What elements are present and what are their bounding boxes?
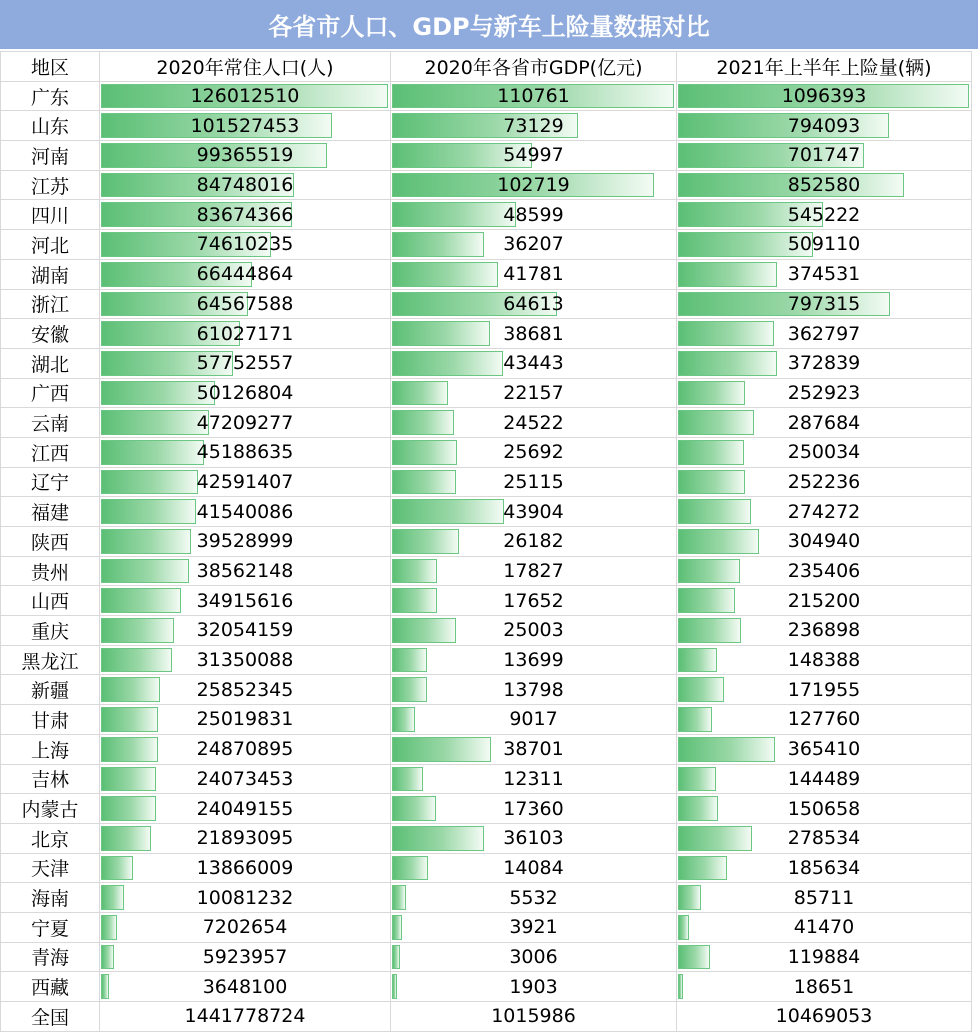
gdp-value: 25003 [503,619,564,642]
data-table [0,51,972,1032]
insurance-cell [677,170,972,200]
table-row [1,823,972,853]
region-cell: 海南 [1,883,100,913]
table-row [1,319,972,349]
total-gdp-cell: 1015986 [391,1002,677,1032]
insurance-cell [677,111,972,141]
region-cell: 天津 [1,853,100,883]
region-cell: 福建 [1,497,100,527]
gdp-value: 43443 [503,352,564,375]
insurance-cell [677,289,972,319]
insurance-cell [677,230,972,260]
table-row [1,942,972,972]
region-cell: 北京 [1,823,100,853]
table-row [1,705,972,735]
insurance-value: 215200 [787,589,861,612]
region-cell: 青海 [1,942,100,972]
population-cell [100,81,391,111]
insurance-value: 287684 [787,411,861,434]
table-row [1,259,972,289]
insurance-value: 1096393 [781,85,867,108]
gdp-value: 1903 [509,975,558,998]
insurance-cell [677,467,972,497]
population-cell [100,853,391,883]
population-cell [100,319,391,349]
population-value: 83674366 [196,203,294,226]
region-cell: 安徽 [1,319,100,349]
population-value: 57752557 [196,352,294,375]
population-value: 74610235 [196,233,294,256]
gdp-value: 26182 [503,530,564,553]
gdp-cell [391,883,677,913]
region-cell: 湖北 [1,348,100,378]
gdp-cell [391,497,677,527]
table-row [1,912,972,942]
gdp-value: 38681 [503,322,564,345]
gdp-cell [391,437,677,467]
population-value: 10081232 [196,886,294,909]
table-row [1,437,972,467]
gdp-value: 13699 [503,649,564,672]
insurance-cell [677,764,972,794]
population-value: 21893095 [196,827,294,850]
population-value: 84748016 [196,174,294,197]
total-insurance-cell: 10469053 [677,1002,972,1032]
gdp-cell [391,794,677,824]
gdp-cell [391,348,677,378]
insurance-cell [677,675,972,705]
population-cell [100,705,391,735]
gdp-cell [391,170,677,200]
insurance-cell [677,734,972,764]
table-row [1,794,972,824]
insurance-cell [677,259,972,289]
region-cell: 内蒙古 [1,794,100,824]
table-row [1,408,972,438]
population-cell [100,794,391,824]
insurance-cell [677,319,972,349]
insurance-cell [677,794,972,824]
insurance-cell [677,348,972,378]
population-cell [100,616,391,646]
insurance-cell [677,200,972,230]
population-cell [100,912,391,942]
table-row [1,230,972,260]
gdp-value: 110761 [497,85,570,108]
insurance-cell [677,141,972,171]
gdp-cell [391,645,677,675]
population-value: 24870895 [196,738,294,761]
population-value: 66444864 [196,263,294,286]
population-cell [100,675,391,705]
table-row [1,170,972,200]
population-cell [100,942,391,972]
gdp-cell [391,527,677,557]
region-cell: 云南 [1,408,100,438]
table-row [1,141,972,171]
insurance-cell [677,437,972,467]
gdp-cell [391,319,677,349]
region-cell: 江西 [1,437,100,467]
population-cell [100,645,391,675]
region-cell: 浙江 [1,289,100,319]
table-row [1,734,972,764]
gdp-value: 17827 [503,560,564,583]
table-row [1,764,972,794]
table-row [1,616,972,646]
population-value: 34915616 [196,589,294,612]
gdp-cell [391,823,677,853]
gdp-value: 43904 [503,500,564,523]
population-cell [100,764,391,794]
region-cell: 陕西 [1,527,100,557]
insurance-value: 794093 [787,114,861,137]
gdp-cell [391,764,677,794]
insurance-cell [677,378,972,408]
table-row [1,972,972,1002]
region-cell: 山西 [1,586,100,616]
gdp-value: 36207 [503,233,564,256]
gdp-value: 25115 [503,470,564,493]
total-region-cell: 全国 [1,1002,100,1032]
population-value: 38562148 [196,560,294,583]
region-cell: 上海 [1,734,100,764]
insurance-value: 236898 [787,619,861,642]
insurance-cell [677,942,972,972]
table-row [1,497,972,527]
insurance-value: 252236 [787,470,861,493]
gdp-cell [391,912,677,942]
header-insurance: 2021年上半年上险量(辆) [677,52,972,82]
table-body [1,81,972,1031]
gdp-cell [391,853,677,883]
population-cell [100,408,391,438]
insurance-value: 304940 [787,530,861,553]
table-row [1,586,972,616]
insurance-cell [677,497,972,527]
insurance-cell [677,408,972,438]
gdp-cell [391,734,677,764]
insurance-value: 509110 [787,233,861,256]
population-value: 3648100 [202,975,288,998]
gdp-value: 9017 [509,708,558,731]
insurance-value: 41470 [793,916,855,939]
population-value: 39528999 [196,530,294,553]
insurance-value: 374531 [787,263,861,286]
gdp-value: 102719 [497,174,570,197]
gdp-value: 38701 [503,738,564,761]
population-cell [100,230,391,260]
gdp-cell [391,586,677,616]
insurance-cell [677,972,972,1002]
insurance-value: 171955 [787,678,861,701]
header-gdp: 2020年各省市GDP(亿元) [391,52,677,82]
gdp-cell [391,616,677,646]
insurance-value: 362797 [787,322,861,345]
region-cell: 宁夏 [1,912,100,942]
insurance-value: 250034 [787,441,861,464]
insurance-value: 797315 [787,292,861,315]
population-value: 99365519 [196,144,294,167]
population-value: 32054159 [196,619,294,642]
insurance-value: 127760 [787,708,861,731]
gdp-cell [391,289,677,319]
region-cell: 河北 [1,230,100,260]
table-row [1,200,972,230]
insurance-value: 144489 [787,767,861,790]
insurance-cell [677,556,972,586]
region-cell: 四川 [1,200,100,230]
population-value: 7202654 [202,916,288,939]
population-cell [100,734,391,764]
insurance-value: 252923 [787,381,861,404]
gdp-value: 25692 [503,441,564,464]
insurance-cell [677,912,972,942]
population-cell [100,259,391,289]
population-value: 61027171 [196,322,294,345]
gdp-value: 5532 [509,886,558,909]
gdp-cell [391,556,677,586]
population-value: 31350088 [196,649,294,672]
region-cell: 甘肃 [1,705,100,735]
region-cell: 西藏 [1,972,100,1002]
insurance-value: 119884 [787,945,861,968]
insurance-value: 545222 [787,203,861,226]
region-cell: 吉林 [1,764,100,794]
population-value: 24073453 [196,767,294,790]
region-cell: 重庆 [1,616,100,646]
region-cell: 新疆 [1,675,100,705]
gdp-cell [391,972,677,1002]
population-value: 25852345 [196,678,294,701]
gdp-cell [391,942,677,972]
insurance-cell [677,853,972,883]
insurance-cell [677,883,972,913]
insurance-cell [677,81,972,111]
population-cell [100,348,391,378]
population-cell [100,378,391,408]
gdp-value: 64613 [503,292,564,315]
gdp-value: 12311 [503,767,564,790]
gdp-cell [391,467,677,497]
table-row [1,675,972,705]
table-row [1,556,972,586]
insurance-cell [677,705,972,735]
header-population: 2020年常住人口(人) [100,52,391,82]
insurance-value: 365410 [787,738,861,761]
population-cell [100,289,391,319]
gdp-value: 24522 [503,411,564,434]
insurance-value: 185634 [787,856,861,879]
population-cell [100,497,391,527]
table-row [1,527,972,557]
region-cell: 山东 [1,111,100,141]
gdp-cell [391,259,677,289]
header-row [1,52,972,82]
population-cell [100,141,391,171]
population-value: 25019831 [196,708,294,731]
gdp-cell [391,675,677,705]
total-population-cell: 1441778724 [100,1002,391,1032]
table-row [1,645,972,675]
table-row [1,111,972,141]
gdp-cell [391,141,677,171]
population-cell [100,437,391,467]
population-value: 13866009 [196,856,294,879]
insurance-value: 852580 [787,174,861,197]
table-row [1,348,972,378]
insurance-value: 150658 [787,797,861,820]
insurance-value: 85711 [793,886,855,909]
population-cell [100,823,391,853]
population-value: 5923957 [202,945,288,968]
gdp-value: 54997 [503,144,564,167]
gdp-cell [391,111,677,141]
gdp-value: 48599 [503,203,564,226]
insurance-value: 278534 [787,827,861,850]
total-row [1,1002,972,1032]
table-row [1,467,972,497]
gdp-cell [391,230,677,260]
table-row [1,883,972,913]
gdp-value: 14084 [503,856,564,879]
gdp-value: 3006 [509,945,558,968]
insurance-cell [677,616,972,646]
header-region: 地区 [1,52,100,82]
population-cell [100,111,391,141]
region-cell: 辽宁 [1,467,100,497]
population-cell [100,586,391,616]
table-row [1,289,972,319]
population-value: 64567588 [196,292,294,315]
gdp-cell [391,378,677,408]
population-value: 47209277 [196,411,294,434]
gdp-value: 17652 [503,589,564,612]
population-value: 126012510 [190,85,300,108]
gdp-cell [391,705,677,735]
insurance-cell [677,645,972,675]
region-cell: 河南 [1,141,100,171]
gdp-value: 17360 [503,797,564,820]
population-value: 45188635 [196,441,294,464]
insurance-value: 18651 [793,975,855,998]
region-cell: 湖南 [1,259,100,289]
population-cell [100,467,391,497]
insurance-value: 372839 [787,352,861,375]
insurance-value: 148388 [787,649,861,672]
gdp-value: 3921 [509,916,558,939]
population-cell [100,972,391,1002]
population-cell [100,556,391,586]
gdp-value: 22157 [503,381,564,404]
region-cell: 黑龙江 [1,645,100,675]
population-value: 101527453 [190,114,300,137]
region-cell: 广西 [1,378,100,408]
insurance-value: 235406 [787,560,861,583]
page-title: 各省市人口、GDP与新车上险量数据对比 [0,0,978,49]
insurance-value: 274272 [787,500,861,523]
population-cell [100,527,391,557]
insurance-cell [677,586,972,616]
population-value: 24049155 [196,797,294,820]
table-row [1,81,972,111]
gdp-value: 73129 [503,114,564,137]
gdp-value: 13798 [503,678,564,701]
region-cell: 广东 [1,81,100,111]
population-value: 41540086 [196,500,294,523]
table-row [1,853,972,883]
population-cell [100,883,391,913]
gdp-cell [391,81,677,111]
gdp-cell [391,200,677,230]
insurance-value: 701747 [787,144,861,167]
population-value: 50126804 [196,381,294,404]
population-value: 42591407 [196,470,294,493]
insurance-cell [677,823,972,853]
gdp-value: 36103 [503,827,564,850]
region-cell: 贵州 [1,556,100,586]
gdp-cell [391,408,677,438]
population-cell [100,200,391,230]
insurance-cell [677,527,972,557]
table-row [1,378,972,408]
population-cell [100,170,391,200]
gdp-value: 41781 [503,263,564,286]
region-cell: 江苏 [1,170,100,200]
